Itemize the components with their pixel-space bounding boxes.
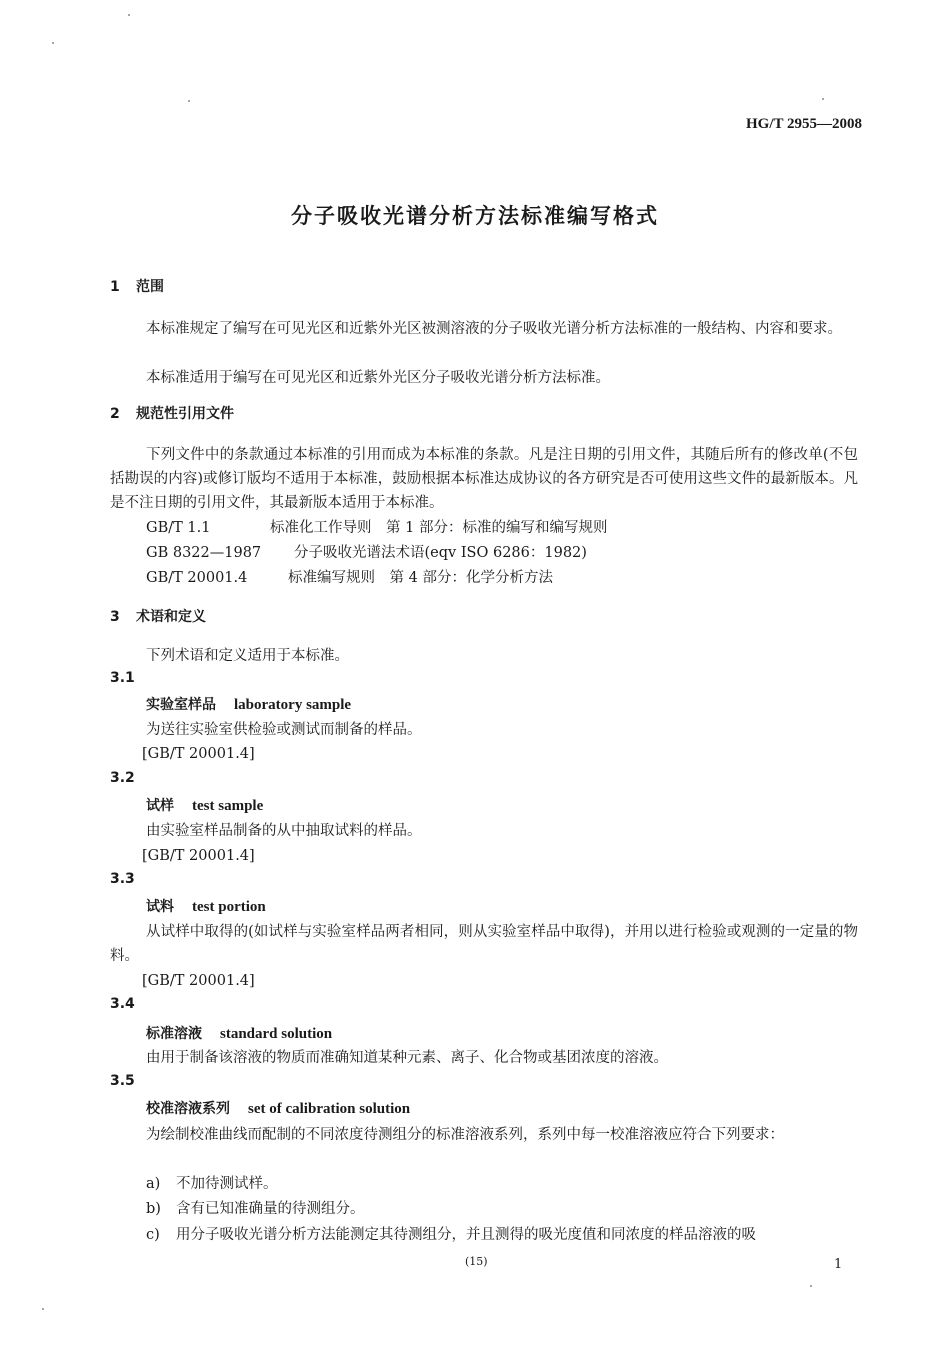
term-source: [GB/T 20001.4] (142, 848, 255, 864)
list-text: 用分子吸收光谱分析方法能测定其待测组分，并且测得的吸光度值和同浓度的样品溶液的吸 (176, 1227, 756, 1243)
term-chinese: 实验室样品 (146, 697, 216, 713)
scan-speck (822, 98, 824, 100)
page-marker: (15) (465, 1255, 488, 1268)
section-number: 2 (110, 406, 120, 422)
page-number: 1 (834, 1257, 843, 1272)
term-english: test sample (192, 798, 264, 814)
term-chinese: 标准溶液 (146, 1026, 202, 1042)
term-english: laboratory sample (234, 697, 352, 713)
reference-code: GB 8322—1987 (146, 545, 262, 561)
section-title: 术语和定义 (136, 609, 206, 625)
section-title: 规范性引用文件 (136, 406, 234, 422)
term-english: set of calibration solution (248, 1101, 411, 1117)
term-heading (146, 1098, 410, 1118)
reference-item (146, 567, 553, 589)
list-item (146, 1173, 278, 1195)
scan-speck (128, 14, 130, 16)
list-item (146, 1224, 756, 1246)
scan-speck (188, 100, 190, 102)
term-heading (146, 1023, 332, 1043)
term-definition: 为送往实验室供检验或测试而制备的样品。 (146, 722, 422, 738)
term-heading (146, 694, 351, 714)
clause-number: 3.4 (110, 996, 135, 1012)
section-3-intro: 下列术语和定义适用于本标准。 (146, 648, 349, 664)
term-definition: 为绘制校准曲线而配制的不同浓度待测组分的标准溶液系列，系列中每一校准溶液应符合下列要求： (146, 1127, 784, 1143)
term-english: standard solution (220, 1026, 333, 1042)
section-number: 1 (110, 279, 120, 295)
page-title: 分子吸收光谱分析方法标准编写格式 (291, 204, 659, 228)
clause-number: 3.3 (110, 871, 135, 887)
reference-item (146, 517, 607, 539)
term-chinese: 试样 (146, 798, 174, 814)
clause-number: 3.1 (110, 670, 135, 686)
term-source: [GB/T 20001.4] (142, 973, 255, 989)
reference-title: 标准编写规则 第 4 部分：化学分析方法 (288, 570, 553, 586)
reference-code: GB/T 20001.4 (146, 570, 248, 586)
section-title: 范围 (136, 279, 164, 295)
clause-number: 3.5 (110, 1073, 135, 1089)
term-chinese: 校准溶液系列 (146, 1101, 230, 1117)
section-1-paragraph-1: 本标准规定了编写在可见光区和近紫外光区被测溶液的分子吸收光谱分析方法标准的一般结构、内容和要求。 (146, 321, 842, 337)
clause-number: 3.2 (110, 770, 135, 786)
list-text: 不加待测试样。 (176, 1176, 278, 1192)
scan-speck (42, 1308, 44, 1310)
term-definition: 从试样中取得的(如试样与实验室样品两者相同，则从实验室样品中取得)，并用以进行检验或观测的一定量的物料。 (110, 924, 858, 964)
list-text: 含有已知准确量的待测组分。 (176, 1201, 365, 1217)
section-2-paragraph: 下列文件中的条款通过本标准的引用而成为本标准的条款。凡是注日期的引用文件，其随后所有的修改单(不包括勘误的内容)或修订版均不适用于本标准，鼓励根据本标准达成协议的各方研究是否可使用这些文件的最新版本。凡是不注日期的引用文件，其最新版本适用于本标准。 (110, 447, 858, 511)
reference-item (146, 542, 587, 564)
reference-code: GB/T 1.1 (146, 520, 211, 536)
term-definition: 由实验室样品制备的从中抽取试料的样品。 (146, 823, 422, 839)
section-number: 3 (110, 609, 120, 625)
list-label: b) (146, 1201, 161, 1217)
term-english: test portion (192, 899, 266, 915)
term-definition: 由用于制备该溶液的物质而准确知道某种元素、离子、化合物或基团浓度的溶液。 (146, 1050, 668, 1066)
scan-speck (810, 1285, 812, 1287)
term-source: [GB/T 20001.4] (142, 746, 255, 762)
list-label: a) (146, 1176, 161, 1192)
reference-title: 分子吸收光谱法术语(eqv ISO 6286：1982) (294, 545, 587, 561)
section-1-heading (110, 276, 164, 296)
reference-title: 标准化工作导则 第 1 部分：标准的编写和编写规则 (270, 520, 608, 536)
section-2-heading (110, 403, 234, 423)
standard-code: HG/T 2955—2008 (746, 116, 862, 132)
section-3-heading (110, 606, 206, 626)
term-heading (146, 795, 263, 815)
scan-speck (52, 42, 54, 44)
list-label: c) (146, 1227, 160, 1243)
term-chinese: 试料 (146, 899, 174, 915)
term-heading (146, 896, 266, 916)
list-item (146, 1198, 365, 1220)
section-1-paragraph-2: 本标准适用于编写在可见光区和近紫外光区分子吸收光谱分析方法标准。 (146, 370, 610, 386)
